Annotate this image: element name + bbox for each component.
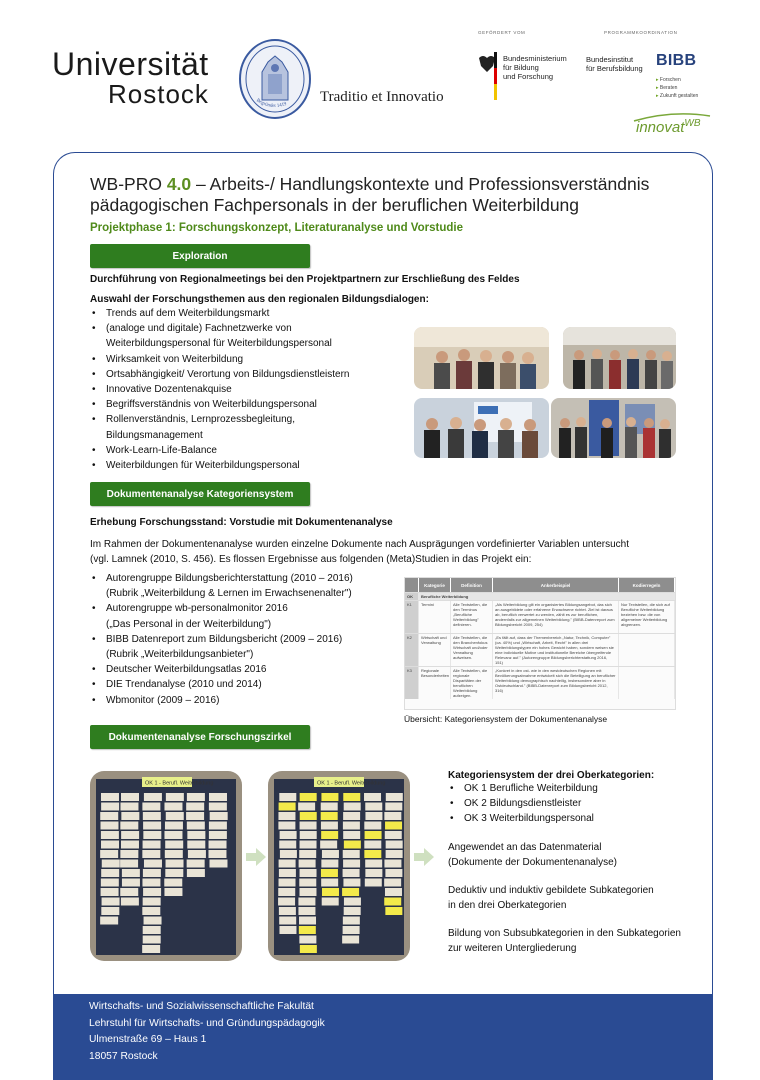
photo-regional-meeting-2	[563, 327, 676, 389]
sticky-note	[279, 793, 296, 801]
sticky-note	[278, 822, 295, 830]
sticky-note	[143, 898, 161, 906]
sticky-note	[143, 926, 161, 934]
sticky-note	[343, 879, 360, 887]
sticky-note	[300, 869, 317, 877]
sticky-note	[385, 907, 402, 915]
sticky-note	[280, 850, 297, 858]
sticky-note	[365, 879, 382, 887]
sticky-note	[209, 793, 227, 801]
sticky-note	[121, 841, 139, 849]
sticky-note	[364, 841, 381, 849]
table-cell: K1	[405, 601, 419, 633]
photo-board-before	[90, 771, 242, 961]
list-item: • (analoge und digitale) Fachnetzwerke von Weiterbildungspersonal für Weiterbildungspersonal	[90, 321, 390, 351]
sticky-note	[384, 898, 401, 906]
table-cell: Alle Textstellen, die regionale Disparitäten der beruflichen Weiterbildung aufzeigen.	[451, 667, 493, 699]
sticky-note	[144, 793, 162, 801]
sticky-note	[344, 803, 361, 811]
sticky-note	[343, 812, 360, 820]
table-cell: Termini	[419, 601, 451, 633]
bmbf-logo-icon	[474, 52, 500, 100]
forschungszirkel-note-2: Deduktiv und induktiv gebildete Subkategorien in den drei Oberkategorien	[448, 885, 654, 911]
sticky-note	[210, 812, 228, 820]
sticky-note	[322, 898, 339, 906]
table-row	[405, 633, 675, 666]
sticky-note	[121, 793, 139, 801]
sticky-note	[385, 888, 402, 896]
sticky-note	[186, 812, 204, 820]
sticky-note	[364, 793, 381, 801]
footer-line: 18057 Rostock	[89, 1050, 158, 1062]
category-table: Kategorie Definition Ankerbeispiel Kodierregeln OK Berufliche Weiterbildung K1 Termini Alle Textstellen, die den Terminus „Berufliche Weiterbildung" definieren. „Als Weiterbildung gilt ein organisiertes Bildungsangebot, das sich an ausgebildete oder erfahrene Erwachsene richtet. Ziel ist daraus ab, beruflich verwertet zu werden, zählt es zur beruflichen, andernfalls zur allgemeinen Weiterbildung." (BIBB-Datenreport zum Bildungsbericht 2009, 254) Nur Textstellen, die sich auf Berufliche Weiterbildung beziehen bzw. die von allgemeiner Weiterbildung abgrenzen. K2 Wirtschaft und Verwaltung Alle Textstellen, die den Branchenfokus Wirtschaft und/oder Verwaltung aufweisen. „Es fällt auf, dass der Themenbereich „Natur, Technik, Computer" (ca. 40%) und „Wirtschaft, Arbeit, Recht" in allen drei Weiterbildungstypen ein hohes Gewicht haben, sondern weisen sie eine individuelle Motive und institutionelle Bereiche übergreifende Relevanz auf." (Autorengruppe Bildungsberichterstattung 2016, 151) K3 Regionale Besonderheiten Alle Textstellen, die regionale Disparitäten der beruflichen Weiterbildung aufzeigen. „Konkret in den ost- wie in den westdeutschen Regionen mit Bevölkerungsabnahme entwickelt sich die Beteiligung an beruflicher Weiterbildung demographisch nachteilig, insbesondere aber in Ostdeutschland." (BIBB-Datenreport zum Bildungsbericht 2012, 316)	[404, 577, 676, 710]
sticky-note	[343, 822, 360, 830]
seal-text: Begründet 1419	[255, 98, 288, 110]
sticky-note	[143, 822, 161, 830]
list-item: • DIE Trendanalyse (2010 und 2014)	[90, 677, 400, 692]
table-cell: K2	[405, 634, 419, 666]
innovat-logo: innovat$^{WB}$	[636, 118, 701, 136]
sticky-note	[342, 936, 359, 944]
sticky-note	[101, 831, 119, 839]
sticky-note	[343, 926, 360, 934]
sticky-note	[186, 803, 204, 811]
sticky-note	[187, 793, 205, 801]
sticky-note	[164, 888, 182, 896]
funded-caption: GEFÖRDERT VOM	[478, 30, 526, 35]
coordination-caption: PROGRAMMKOORDINATION	[604, 30, 678, 35]
sticky-note	[321, 831, 338, 839]
sticky-note	[320, 841, 337, 849]
sticky-note	[143, 841, 161, 849]
sticky-note	[300, 841, 317, 849]
list-item: • Begriffsverständnis von Weiterbildungspersonal	[90, 397, 390, 412]
sticky-note	[322, 888, 339, 896]
sticky-note	[280, 831, 297, 839]
sticky-note	[121, 812, 139, 820]
table-cell: Wirtschaft und Verwaltung	[419, 634, 451, 666]
list-item: • OK 1 Berufliche Weiterbildung	[448, 781, 688, 796]
photo-regional-meeting-4	[551, 398, 676, 458]
sticky-note	[386, 841, 403, 849]
sticky-note	[143, 936, 161, 944]
sticky-note	[121, 898, 139, 906]
list-item: • Ortsabhängigkeit/ Verortung von Bildungsdienstleistern	[90, 367, 390, 382]
bibb-tagline: ▸ Forschen ▸ Beraten ▸ Zukunft gestalten	[656, 77, 699, 99]
table-cell	[619, 634, 675, 666]
sticky-note	[343, 850, 360, 858]
sticky-note	[385, 831, 402, 839]
university-motto: Traditio et Innovatio	[320, 89, 444, 105]
bibb-logo: BIBB	[656, 52, 697, 69]
university-name-line1: Universität	[52, 46, 209, 82]
sticky-note	[299, 926, 316, 934]
kategoriensystem-paragraph: Im Rahmen der Dokumentenanalyse wurden einzelne Dokumente nach Ausprägungen vordefinierter Variablen untersucht (vgl. Lamnek (2010, S. 456). Es flossen Ergebnisse aus folgenden (Meta)Studien in das Projekt ein:	[90, 539, 630, 565]
sticky-note	[165, 822, 183, 830]
sticky-note	[279, 917, 296, 925]
sticky-note	[365, 803, 382, 811]
sticky-note	[100, 812, 118, 820]
sticky-note	[120, 860, 138, 868]
kategoriensystem-lead: Erhebung Forschungsstand: Vorstudie mit Dokumentenanalyse	[90, 517, 393, 528]
sticky-note	[209, 860, 227, 868]
sticky-note	[365, 869, 382, 877]
exploration-section-label: Exploration	[90, 244, 310, 268]
sticky-note	[100, 917, 118, 925]
sticky-note	[122, 879, 140, 887]
sticky-note	[188, 850, 206, 858]
photo-board-after	[268, 771, 410, 961]
sticky-note	[300, 831, 317, 839]
table-cell: „Es fällt auf, dass der Themenbereich „Natur, Technik, Computer" (ca. 40%) und „Wirtschaft, Arbeit, Recht" in allen drei Weiterbildungstypen ein hohes Gewicht haben, sondern weisen sie eine individuelle Motive und institutionelle Bereiche übergreifende Relevanz auf." (Autorengruppe Bildungsberichterstattung 2016, 151)	[493, 634, 619, 666]
sticky-note	[122, 869, 140, 877]
sticky-note	[300, 945, 317, 953]
sticky-note	[144, 860, 162, 868]
sticky-note	[187, 860, 205, 868]
sticky-note	[102, 898, 120, 906]
sticky-note	[321, 879, 338, 887]
footer-address	[53, 994, 713, 1080]
sticky-note	[385, 803, 402, 811]
sticky-note	[386, 793, 403, 801]
sticky-note	[365, 860, 382, 868]
university-wordmark	[52, 48, 209, 107]
sticky-note	[165, 850, 183, 858]
poster-title: WB-PRO 4.0 – Arbeits-/ Handlungskontexte und Professionsverständnis pädagogischen Fachpersonals in der beruflichen Weiterbildung	[90, 174, 650, 215]
sticky-note	[101, 879, 119, 887]
list-item: • Weiterbildungen für Weiterbildungspersonal	[90, 458, 390, 473]
sticky-note	[187, 841, 205, 849]
sticky-note	[101, 793, 119, 801]
sticky-note	[143, 812, 161, 820]
sticky-note	[209, 841, 227, 849]
sticky-note	[278, 888, 295, 896]
sticky-note	[142, 850, 160, 858]
list-item: • Deutscher Weiterbildungsatlas 2016	[90, 662, 400, 677]
sticky-note	[165, 841, 183, 849]
sticky-note	[279, 926, 296, 934]
poster-subtitle: Projektphase 1: Forschungskonzept, Literaturanalyse und Vorstudie	[90, 222, 463, 234]
sticky-note	[299, 860, 316, 868]
list-item: • Wbmonitor (2009 – 2016)	[90, 693, 400, 708]
sticky-note	[386, 850, 403, 858]
sticky-note	[279, 879, 296, 887]
table-cell: Alle Textstellen, die den Terminus „Berufliche Weiterbildung" definieren.	[451, 601, 493, 633]
kategoriensystem-section-label: Dokumentenanalyse Kategoriensystem	[90, 482, 310, 506]
bibb-name: Bundesinstitut für Berufsbildung	[586, 55, 643, 73]
table-cell: „Konkret in den ost- wie in den westdeutschen Regionen mit Bevölkerungsabnahme entwickelt sich die Beteiligung an beruflicher Weiterbildung demographisch nachteilig, insbesondere aber in Ostdeutschland." (BIBB-Datenreport zum Bildungsbericht 2012, 316)	[493, 667, 619, 699]
sticky-note	[101, 869, 119, 877]
sticky-note	[120, 888, 138, 896]
bmbf-name: Bundesministerium für Bildung und Forschung	[503, 54, 567, 81]
sticky-note	[100, 822, 118, 830]
list-item: • Trends auf dem Weiterbildungsmarkt	[90, 306, 390, 321]
sticky-note	[321, 822, 338, 830]
sticky-note	[364, 822, 381, 830]
sticky-note	[120, 803, 138, 811]
sticky-note	[101, 907, 119, 915]
sticky-note	[364, 850, 381, 858]
sticky-note	[102, 860, 120, 868]
arrow-right-icon	[412, 845, 436, 869]
sticky-note	[321, 869, 338, 877]
sticky-note	[384, 879, 401, 887]
sticky-note	[385, 822, 402, 830]
footer-line: Lehrstuhl für Wirtschafts- und Gründungspädagogik	[89, 1017, 325, 1029]
sticky-note	[300, 812, 317, 820]
sticky-note	[343, 831, 360, 839]
forschungszirkel-note-3: Bildung von Subsubkategorien in den Subkategorien zur weiteren Untergliederung	[448, 928, 681, 954]
exploration-topic-list	[90, 306, 390, 473]
sticky-note	[278, 812, 295, 820]
board-label: OK 1 - Berufl. Weiterbildung	[145, 780, 214, 787]
table-cell: Alle Textstellen, die den Branchenfokus Wirtschaft und/oder Verwaltung aufweisen.	[451, 634, 493, 666]
sticky-note	[385, 869, 402, 877]
list-item: • Work-Learn-Life-Balance	[90, 443, 390, 458]
table-cell: Regionale Besonderheiten	[419, 667, 451, 699]
sticky-note	[166, 793, 184, 801]
photo-regional-meeting-3	[414, 398, 549, 458]
source-studies-list	[90, 571, 400, 708]
board-label-2: OK 1 - Berufl. Weiterbildung	[317, 780, 386, 787]
sticky-note	[384, 860, 401, 868]
sticky-note	[143, 888, 161, 896]
arrow-right-icon	[244, 845, 268, 869]
sticky-note	[142, 879, 160, 887]
sticky-note	[321, 812, 338, 820]
sticky-note	[187, 869, 205, 877]
sticky-note	[144, 917, 162, 925]
forschungszirkel-section-label: Dokumentenanalyse Forschungszirkel	[90, 725, 310, 749]
sticky-note	[322, 850, 339, 858]
oberkategorien-list	[448, 781, 688, 827]
sticky-note	[142, 803, 160, 811]
list-item: • OK 3 Weiterbildungspersonal	[448, 811, 688, 826]
sticky-note	[321, 803, 338, 811]
sticky-note	[365, 812, 382, 820]
sticky-note	[343, 917, 360, 925]
sticky-note	[343, 793, 360, 801]
forschungszirkel-note-1: Angewendet an das Datenmaterial (Dokumente der Dokumentenanalyse)	[448, 842, 617, 868]
sticky-note	[165, 869, 183, 877]
sticky-note	[209, 822, 227, 830]
footer-line: Ulmenstraße 69 – Haus 1	[89, 1034, 207, 1045]
sticky-note	[384, 812, 401, 820]
sticky-note	[321, 860, 338, 868]
table-cell	[619, 667, 675, 699]
sticky-note	[120, 850, 138, 858]
sticky-note	[279, 803, 296, 811]
sticky-note	[208, 850, 226, 858]
list-item: • OK 2 Bildungsdienstleister	[448, 796, 688, 811]
sticky-note	[298, 803, 315, 811]
sticky-note	[143, 869, 161, 877]
sticky-note	[209, 803, 227, 811]
university-name-line2: Rostock	[108, 79, 209, 109]
sticky-note	[343, 860, 360, 868]
sticky-note	[365, 831, 382, 839]
sticky-note	[120, 822, 138, 830]
list-item: • BIBB Datenreport zum Bildungsbericht (2009 – 2016) (Rubrik „Weiterbildungsanbieter")	[90, 632, 400, 662]
sticky-note	[164, 879, 182, 887]
sticky-note	[279, 841, 296, 849]
sticky-note	[101, 803, 119, 811]
table-cell: Nur Textstellen, die sich auf Berufliche Weiterbildung beziehen bzw. die von allgemeiner Weiterbildung abgrenzen.	[619, 601, 675, 633]
sticky-note	[121, 831, 139, 839]
sticky-note	[299, 888, 316, 896]
table-caption: Übersicht: Kategoriensystem der Dokumentenanalyse	[404, 714, 608, 724]
sticky-note	[344, 841, 361, 849]
oberkategorien-heading: Kategoriensystem der drei Oberkategorien:	[448, 770, 655, 781]
sticky-note	[209, 831, 227, 839]
sticky-note	[164, 803, 182, 811]
sticky-note	[344, 898, 361, 906]
sticky-note	[279, 907, 296, 915]
sticky-note	[299, 936, 316, 944]
sticky-note	[300, 793, 317, 801]
list-item: • Wirksamkeit von Weiterbildung	[90, 352, 390, 367]
sticky-note	[343, 869, 360, 877]
exploration-lead1: Durchführung von Regionalmeetings bei den Projektpartnern zur Erschließung des Feldes	[90, 274, 520, 285]
table-cell: K3	[405, 667, 419, 699]
list-item: • Rollenverständnis, Lernprozessbegleitung, Bildungsmanagement	[90, 412, 390, 442]
sticky-note	[164, 831, 182, 839]
sticky-note	[143, 831, 161, 839]
list-item: • Autorengruppe wb-personalmonitor 2016 („Das Personal in der Weiterbildung")	[90, 601, 400, 631]
sticky-note	[142, 945, 160, 953]
sticky-note	[299, 879, 316, 887]
sticky-note	[279, 869, 296, 877]
sticky-note	[100, 850, 118, 858]
sticky-note	[300, 822, 317, 830]
table-row	[405, 666, 675, 699]
sticky-note	[187, 831, 205, 839]
sticky-note	[278, 898, 295, 906]
photo-regional-meeting-1	[414, 327, 549, 389]
university-seal-icon	[238, 38, 312, 120]
sticky-note	[101, 841, 119, 849]
sticky-note	[166, 860, 184, 868]
sticky-note	[299, 917, 316, 925]
sticky-note	[298, 907, 315, 915]
table-cell: „Als Weiterbildung gilt ein organisiertes Bildungsangebot, das sich an ausgebildete oder erfahrene Erwachsene richtet. Ziel ist daraus ab, beruflich verwertet zu werden, zählt es zur beruflichen, andernfalls zur allgemeinen Weiterbildung." (BIBB-Datenreport zum Bildungsbericht 2009, 254)	[493, 601, 619, 633]
sticky-note	[344, 907, 361, 915]
sticky-note	[342, 888, 359, 896]
sticky-note	[166, 812, 184, 820]
sticky-note	[298, 898, 315, 906]
sticky-note	[187, 822, 205, 830]
sticky-note	[279, 860, 296, 868]
exploration-lead2: Auswahl der Forschungsthemen aus den regionalen Bildungsdialogen:	[90, 294, 429, 305]
list-item: • Autorengruppe Bildungsberichterstattung (2010 – 2016) (Rubrik „Weiterbildung & Lernen im Erwachsenenalter")	[90, 571, 400, 601]
sticky-note	[101, 888, 119, 896]
list-item: • Innovative Dozentenakquise	[90, 382, 390, 397]
sticky-note	[321, 793, 338, 801]
sticky-note	[299, 850, 316, 858]
table-row	[405, 600, 675, 633]
footer-line: Wirtschafts- und Sozialwissenschaftliche Fakultät	[89, 1001, 314, 1012]
sticky-note	[142, 907, 160, 915]
